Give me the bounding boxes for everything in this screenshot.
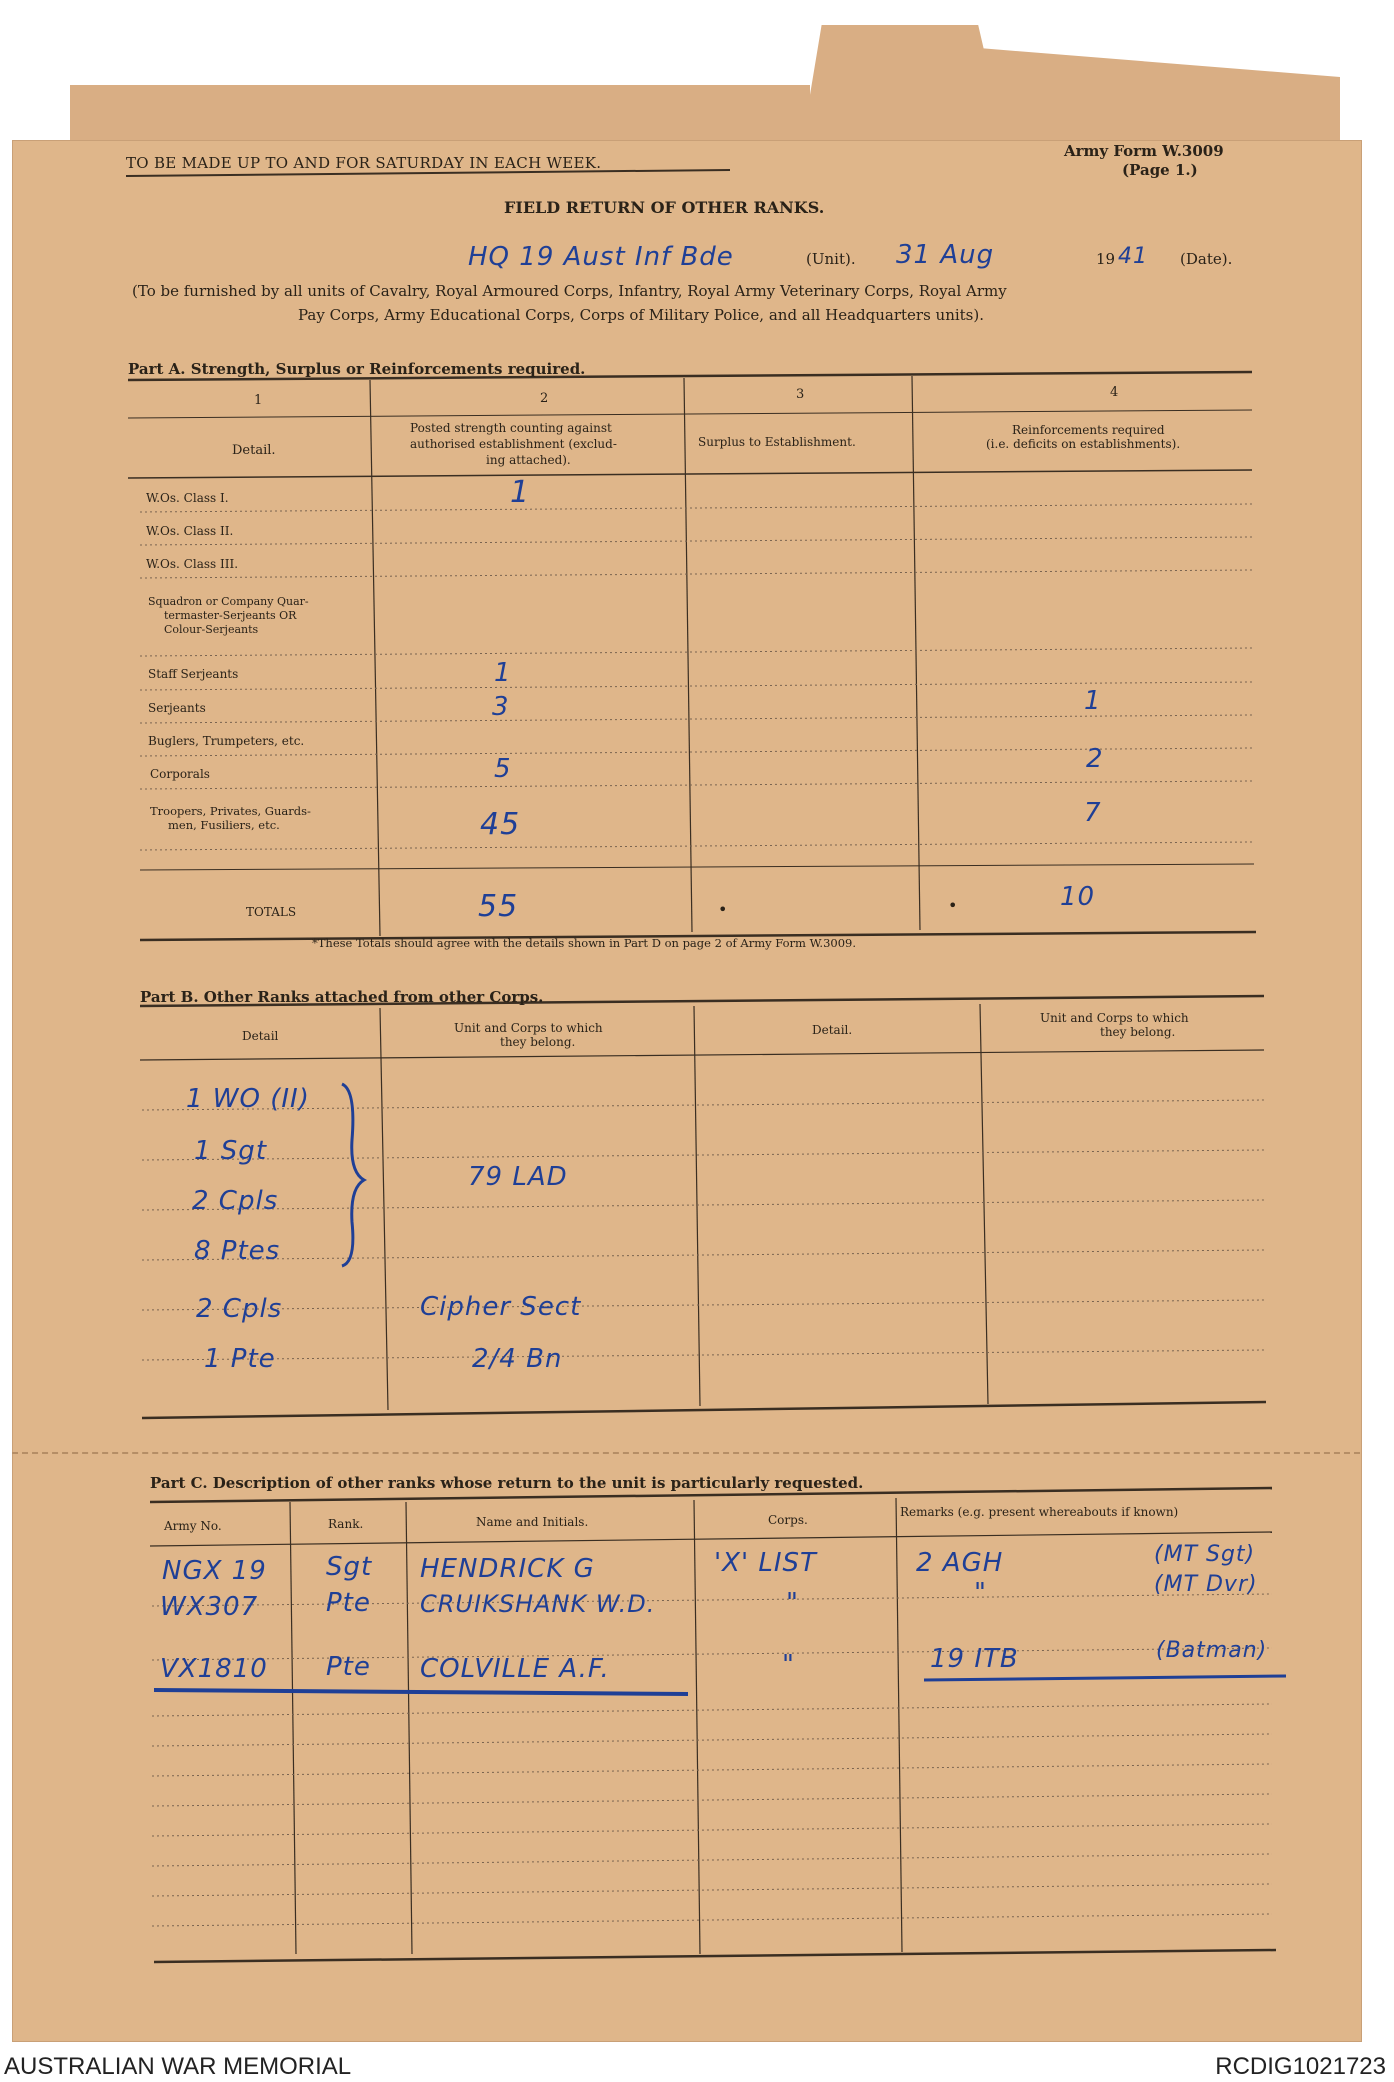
part-c-row1-army-no: NGX 19 [162, 1556, 267, 1586]
part-b-entry-4: 8 Ptes [194, 1236, 281, 1266]
part-b-unit-3: 2/4 Bn [472, 1344, 563, 1374]
part-b-heading: Part B. Other Ranks attached from other Corps. [140, 988, 544, 1006]
posted-sgt: 3 [492, 692, 510, 722]
row-label-cqms-2: termaster-Serjeants OR [164, 609, 297, 622]
part-c-row1-remarks: 2 AGH [916, 1548, 1004, 1578]
unit-value: HQ 19 Aust Inf Bde [468, 242, 734, 272]
row-label-staff-sgt: Staff Serjeants [148, 667, 239, 681]
row-label-wo3: W.Os. Class III. [146, 557, 239, 571]
part-c-col-name: Name and Initials. [476, 1515, 589, 1529]
row-label-wo2: W.Os. Class II. [146, 524, 234, 538]
part-c-row2-name: CRUIKSHANK W.D. [420, 1590, 656, 1618]
col-header-posted-3: ing attached). [486, 453, 571, 467]
form-number: Army Form W.3009 [1064, 142, 1224, 160]
totals-marker-surplus: • [718, 900, 728, 919]
row-label-cpl: Corporals [150, 767, 210, 781]
part-c-col-remarks: Remarks (e.g. present whereabouts if known) [900, 1505, 1179, 1519]
top-note: TO BE MADE UP TO AND FOR SATURDAY IN EACH WEEK. [126, 154, 602, 172]
totals-posted: 55 [478, 889, 519, 924]
reinf-pte: 7 [1084, 798, 1102, 828]
part-c-row3-corps: " [782, 1650, 795, 1680]
part-b-entry-3: 2 Cpls [192, 1186, 279, 1216]
posted-cpl: 5 [494, 754, 512, 784]
row-label-cqms-1: Squadron or Company Quar- [148, 595, 309, 608]
part-c-col-rank: Rank. [328, 1517, 364, 1531]
part-c-row1-note: (MT Sgt) [1154, 1542, 1256, 1567]
page-number: (Page 1.) [1122, 161, 1198, 179]
part-a-footnote: *These Totals should agree with the details shown in Part D on page 2 of Army Form W.3009. [312, 936, 856, 950]
part-c-col-army-no: Army No. [164, 1519, 222, 1533]
part-a-heading: Part A. Strength, Surplus or Reinforcements required. [128, 360, 586, 378]
footer-id: RCDIG1021723 [1215, 2053, 1386, 2080]
part-c-row2-note: (MT Dvr) [1154, 1572, 1258, 1597]
note-line-1: (To be furnished by all units of Cavalry, Royal Armoured Corps, Infantry, Royal Army Veterinary Corps, Royal Army [132, 282, 1007, 300]
totals-marker-reinf: • [948, 896, 958, 915]
unit-label: (Unit). [806, 250, 856, 268]
reinf-sgt: 1 [1084, 686, 1102, 716]
row-label-cqms-3: Colour-Serjeants [164, 623, 259, 636]
col-header-reinf-1: Reinforcements required [1012, 423, 1165, 437]
totals-reinf: 10 [1060, 882, 1096, 912]
part-b-col-detail-2: Detail. [812, 1023, 853, 1037]
part-c-row3-rank: Pte [326, 1652, 371, 1682]
part-b-col-unit2-1: Unit and Corps to which [1040, 1011, 1189, 1025]
part-b-col-unit2-2: they belong. [1100, 1025, 1176, 1039]
posted-staff-sgt: 1 [494, 658, 512, 688]
part-c-row2-army-no: WX307 [160, 1592, 259, 1622]
row-label-sgt: Serjeants [148, 701, 206, 715]
part-c-col-corps: Corps. [768, 1513, 808, 1527]
year-value: 41 [1118, 244, 1148, 269]
col-header-posted-2: authorised establishment (exclud- [410, 437, 617, 451]
part-c-row3-remarks: 19 ITB [930, 1644, 1019, 1674]
col-header-surplus: Surplus to Establishment. [698, 435, 856, 449]
col-header-detail: Detail. [232, 443, 276, 458]
part-c-row1-corps: 'X' LIST [714, 1548, 817, 1578]
part-b-col-unit-1: Unit and Corps to which [454, 1021, 603, 1035]
posted-wo1: 1 [510, 475, 531, 510]
row-label-pte-1: Troopers, Privates, Guards- [150, 804, 311, 818]
year-prefix: 19 [1096, 250, 1116, 268]
form-title: FIELD RETURN OF OTHER RANKS. [504, 198, 825, 217]
part-c-row2-corps: " [786, 1588, 799, 1618]
footer-source: AUSTRALIAN WAR MEMORIAL [4, 2053, 352, 2080]
part-b-col-unit-2: they belong. [500, 1035, 576, 1049]
part-c-row3-name: COLVILLE A.F. [420, 1654, 610, 1684]
col-header-posted-1: Posted strength counting against [410, 421, 612, 435]
reinf-cpl: 2 [1086, 744, 1104, 774]
part-b-unit-2: Cipher Sect [420, 1292, 582, 1322]
part-a-col-4: 4 [1110, 385, 1119, 400]
part-b-entry-2: 1 Sgt [194, 1136, 268, 1166]
row-label-wo1: W.Os. Class I. [146, 491, 229, 505]
part-c-row2-rank: Pte [326, 1588, 371, 1618]
part-c-row2-remarks: " [974, 1578, 987, 1608]
part-b-unit-1: 79 LAD [468, 1162, 568, 1192]
part-b-entry-6: 1 Pte [204, 1344, 276, 1374]
part-a-col-3: 3 [796, 387, 805, 402]
part-c-heading: Part C. Description of other ranks whose return to the unit is particularly requested. [150, 1474, 864, 1492]
row-label-buglers: Buglers, Trumpeters, etc. [148, 734, 305, 748]
part-b-entry-1: 1 WO (II) [186, 1084, 310, 1114]
part-a-col-1: 1 [254, 393, 263, 408]
date-label: (Date). [1180, 250, 1233, 268]
row-label-pte-2: men, Fusiliers, etc. [168, 818, 280, 832]
part-c-row1-name: HENDRICK G [420, 1554, 595, 1584]
posted-pte: 45 [480, 807, 521, 842]
part-c-row1-rank: Sgt [326, 1552, 373, 1582]
part-a-col-2: 2 [540, 391, 549, 406]
part-b-col-detail: Detail [242, 1029, 279, 1043]
part-c-row3-army-no: VX1810 [160, 1654, 268, 1684]
part-c-row3-note: (Batman) [1156, 1638, 1268, 1663]
col-header-reinf-2: (i.e. deficits on establishments). [986, 437, 1181, 451]
totals-label: TOTALS [246, 905, 297, 919]
date-value: 31 Aug [896, 240, 995, 270]
part-b-entry-5: 2 Cpls [196, 1294, 283, 1324]
note-line-2: Pay Corps, Army Educational Corps, Corps of Military Police, and all Headquarters units). [298, 306, 985, 324]
